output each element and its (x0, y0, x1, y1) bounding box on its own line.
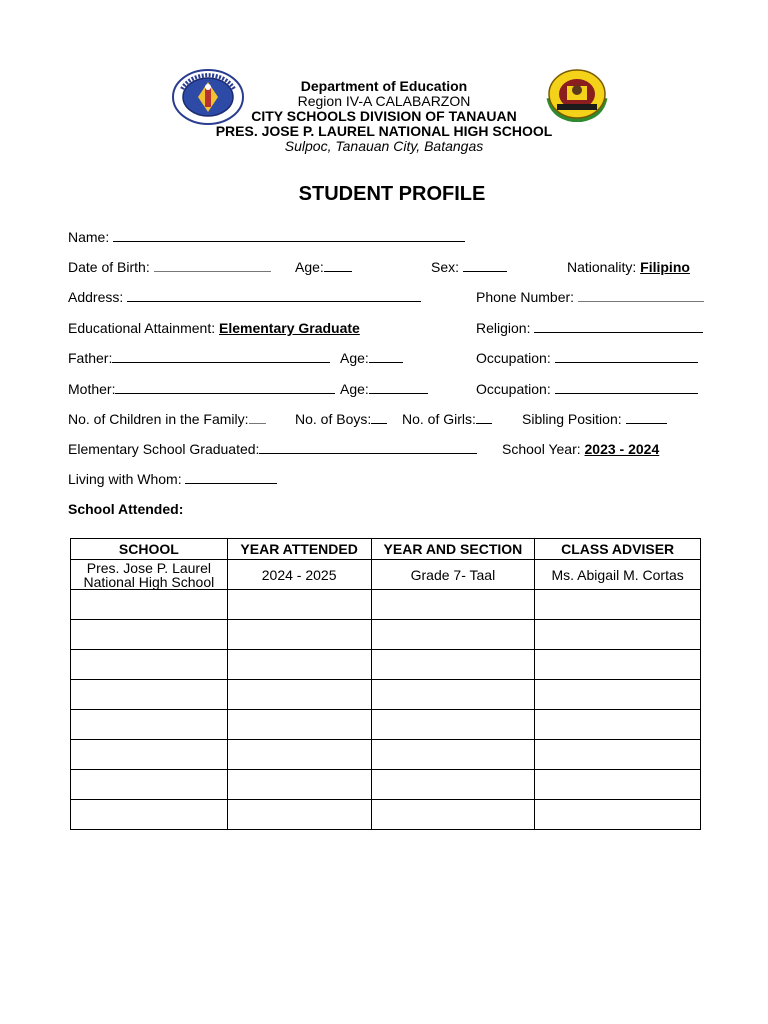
cell-year-section[interactable] (371, 770, 535, 800)
school-year-label: School Year: (502, 441, 581, 457)
cell-year-section[interactable] (371, 710, 535, 740)
boys-wrap (295, 411, 387, 427)
cell-class-adviser[interactable] (535, 710, 701, 740)
cell-year-attended[interactable] (227, 680, 371, 710)
phone-label: Phone Number: (476, 289, 575, 305)
children-field[interactable] (249, 411, 266, 424)
father-occupation-wrap (476, 350, 698, 366)
education-value: Elementary Graduate (219, 320, 360, 336)
education-wrap (68, 320, 360, 336)
region-name: Region IV-A CALABARZON (297, 93, 471, 109)
school-attended-heading: School Attended: (68, 501, 184, 517)
phone-field[interactable] (578, 289, 704, 302)
cell-school-line1: Pres. Jose P. Laurel (86, 559, 211, 576)
living-label: Living with Whom: (68, 471, 182, 487)
cell-year-attended[interactable] (227, 740, 371, 770)
name-label: Name: (68, 229, 110, 245)
address-wrap (68, 289, 421, 305)
living-field[interactable] (185, 471, 277, 484)
boys-field[interactable] (371, 411, 387, 424)
cell-class-adviser[interactable] (535, 590, 701, 620)
cell-school[interactable] (71, 590, 228, 620)
cell-year-attended[interactable] (227, 590, 371, 620)
mother-field[interactable] (115, 381, 335, 394)
cell-class-adviser[interactable] (535, 800, 701, 830)
cell-class-adviser[interactable] (535, 680, 701, 710)
elem-school-label: Elementary School Graduated: (68, 441, 260, 457)
girls-label: No. of Girls: (402, 411, 476, 427)
sex-label: Sex: (431, 259, 460, 275)
mother-occupation-wrap (476, 381, 698, 397)
page-title: STUDENT PROFILE (298, 183, 486, 205)
sibling-label: Sibling Position: (522, 411, 622, 427)
table-row (71, 710, 701, 740)
mother-occupation-field[interactable] (555, 381, 698, 394)
sibling-wrap (522, 411, 667, 427)
father-label: Father: (68, 350, 113, 366)
table-row (71, 770, 701, 800)
name-field[interactable] (113, 229, 465, 242)
table-row (71, 800, 701, 830)
mother-occupation-label: Occupation: (476, 381, 551, 397)
mother-wrap (68, 381, 335, 397)
name-row (68, 229, 465, 245)
religion-field[interactable] (534, 320, 703, 333)
age-field[interactable] (324, 259, 352, 272)
address-field[interactable] (127, 289, 421, 302)
cell-year-attended[interactable] (227, 710, 371, 740)
father-occupation-field[interactable] (555, 350, 698, 363)
cell-school[interactable] (71, 560, 228, 590)
cell-class-adviser[interactable] (535, 620, 701, 650)
cell-year-attended[interactable] (227, 620, 371, 650)
mother-age-label: Age: (340, 381, 369, 397)
cell-school[interactable] (71, 770, 228, 800)
cell-year-attended[interactable] (227, 650, 371, 680)
nationality-label: Nationality: (567, 259, 637, 275)
dob-label: Date of Birth: (68, 259, 150, 275)
sex-wrap (431, 259, 507, 275)
nationality-wrap (567, 259, 690, 275)
school-name: PRES. JOSE P. LAUREL NATIONAL HIGH SCHOOL (215, 123, 553, 139)
cell-year-section[interactable] (371, 620, 535, 650)
cell-class-adviser[interactable] (535, 770, 701, 800)
table-row (71, 560, 701, 590)
father-wrap (68, 350, 330, 366)
school-year-value: 2023 - 2024 (584, 441, 660, 457)
department-name: Department of Education (300, 78, 468, 94)
living-wrap (68, 471, 277, 487)
cell-school[interactable] (71, 800, 228, 830)
col-header-school: SCHOOL (71, 539, 228, 560)
mother-age-wrap (340, 381, 428, 397)
table-header-row (71, 539, 701, 560)
col-header-year-section: YEAR AND SECTION (371, 539, 535, 560)
elem-school-field[interactable] (259, 441, 477, 454)
sibling-field[interactable] (626, 411, 667, 424)
religion-label: Religion: (476, 320, 531, 336)
table-row (71, 590, 701, 620)
mother-age-field[interactable] (369, 381, 428, 394)
cell-year-section[interactable]: Grade 7- Taal (371, 560, 535, 590)
school-year-wrap (502, 441, 659, 457)
cell-class-adviser[interactable] (535, 740, 701, 770)
sex-field[interactable] (463, 259, 507, 272)
letterhead (0, 79, 768, 154)
cell-class-adviser[interactable]: Ms. Abigail M. Cortas (535, 560, 701, 590)
cell-school[interactable] (71, 740, 228, 770)
col-header-year-attended: YEAR ATTENDED (227, 539, 371, 560)
father-age-label: Age: (340, 350, 369, 366)
school-address: Sulpoc, Tanauan City, Batangas (284, 138, 484, 154)
division-name: CITY SCHOOLS DIVISION OF TANAUAN (251, 108, 517, 124)
cell-year-attended[interactable] (227, 800, 371, 830)
col-header-class-adviser: CLASS ADVISER (535, 539, 701, 560)
children-wrap (68, 411, 266, 427)
table-row (71, 650, 701, 680)
mother-label: Mother: (68, 381, 116, 397)
school-attended-table (70, 538, 701, 830)
boys-label: No. of Boys: (295, 411, 372, 427)
father-age-wrap (340, 350, 403, 366)
cell-year-section[interactable] (371, 650, 535, 680)
religion-wrap (476, 320, 703, 336)
table-row (71, 740, 701, 770)
dob-field[interactable] (154, 259, 271, 272)
age-wrap (295, 259, 352, 275)
cell-year-section[interactable] (371, 740, 535, 770)
education-label: Educational Attainment: (68, 320, 216, 336)
elem-school-wrap (68, 441, 477, 457)
nationality-value: Filipino (640, 259, 690, 275)
children-label: No. of Children in the Family: (68, 411, 249, 427)
girls-field[interactable] (476, 411, 492, 424)
father-occupation-label: Occupation: (476, 350, 551, 366)
cell-year-section[interactable] (371, 590, 535, 620)
cell-school[interactable] (71, 650, 228, 680)
phone-wrap (476, 289, 704, 305)
age-label: Age: (295, 259, 324, 275)
cell-year-section[interactable] (371, 800, 535, 830)
girls-wrap (402, 411, 492, 427)
address-label: Address: (68, 289, 124, 305)
cell-school[interactable] (71, 620, 228, 650)
cell-year-attended[interactable]: 2024 - 2025 (227, 560, 371, 590)
cell-school-line2: National High School (83, 573, 215, 590)
cell-school[interactable] (71, 710, 228, 740)
cell-school[interactable] (71, 680, 228, 710)
cell-year-attended[interactable] (227, 770, 371, 800)
father-field[interactable] (112, 350, 330, 363)
cell-year-section[interactable] (371, 680, 535, 710)
table-row (71, 620, 701, 650)
table-row (71, 680, 701, 710)
cell-class-adviser[interactable] (535, 650, 701, 680)
father-age-field[interactable] (369, 350, 403, 363)
dob-label-wrap (68, 259, 271, 275)
